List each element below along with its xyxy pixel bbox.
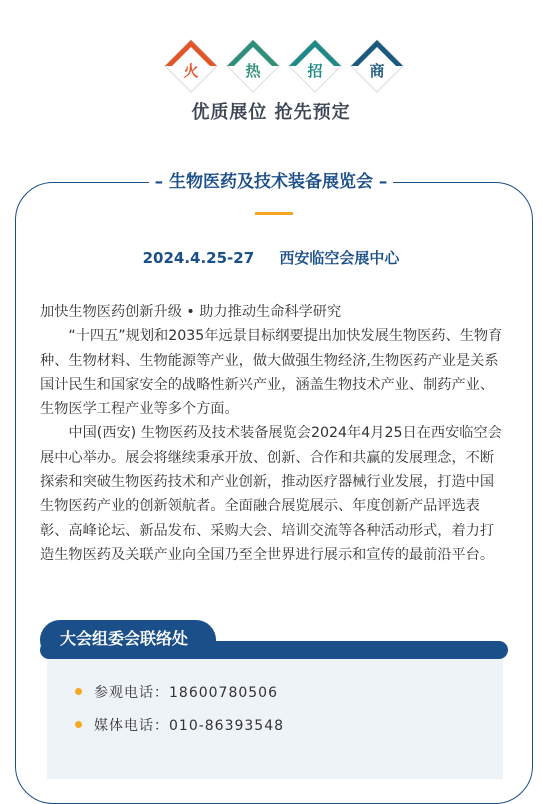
title-text: 生物医药及技术装备展览会 bbox=[169, 172, 373, 192]
contact-phone[interactable]: 18600780506 bbox=[169, 685, 278, 701]
badge-hot bbox=[225, 38, 281, 94]
intro-text bbox=[40, 300, 508, 567]
badge-char: 热 bbox=[245, 62, 261, 80]
contact-heading: 大会组委会联络处 bbox=[40, 620, 216, 660]
title-underline bbox=[255, 212, 293, 215]
contact-phone[interactable]: 010-86393548 bbox=[169, 718, 285, 734]
badge-row bbox=[163, 38, 403, 98]
tagline: 优质展位 抢先预定 bbox=[191, 102, 351, 123]
badge-char: 商 bbox=[369, 62, 385, 80]
date-venue-line bbox=[0, 247, 542, 268]
contact-label: 参观电话： bbox=[94, 685, 169, 701]
bullet-dot bbox=[75, 721, 82, 728]
contact-item-visit bbox=[75, 682, 278, 702]
event-venue: 西安临空会展中心 bbox=[279, 249, 400, 267]
contact-label: 媒体电话： bbox=[94, 718, 169, 734]
badge-fire bbox=[163, 38, 219, 94]
exhibition-title: – 生物医药及技术装备展览会 – bbox=[149, 170, 394, 194]
badge-char: 火 bbox=[183, 62, 199, 80]
badge-invite bbox=[287, 38, 343, 94]
slogan: 加快生物医药创新升级 • 助力推动生命科学研究 bbox=[40, 304, 342, 320]
event-date: 2024.4.25-27 bbox=[142, 249, 255, 267]
bullet-dot bbox=[75, 688, 82, 695]
paragraph-plan: “十四五”规划和2035年远景目标纲要提出加快发展生物医药、生物育种、生物材料、生物能源等产业，做大做强生物经济,生物医药产业是关系国计民生和国家安全的战略性新兴产业，涵盖生物技术产业、制药产业、生物医学工程产业等多个方面。 bbox=[40, 328, 503, 418]
badge-business bbox=[349, 38, 405, 94]
contact-item-media bbox=[75, 715, 284, 735]
badge-char: 招 bbox=[307, 62, 323, 80]
paragraph-exhibition: 中国(西安) 生物医药及技术装备展览会2024年4月25日在西安临空会展中心举办。展会将继续秉承开放、创新、合作和共赢的发展理念，不断探索和突破生物医药技术和产业创新，推动医疗器械行业发展，打造中国生物医药产业的创新领航者。全面融合展览展示、年度创新产品评选表彰、高峰论坛、新品发布、采购大会、培训交流等各种活动形式，着力打造生物医药及关联产业向全国乃至全世界进行展示和宣传的最前沿平台。 bbox=[40, 425, 502, 563]
title-wrap bbox=[0, 170, 542, 194]
